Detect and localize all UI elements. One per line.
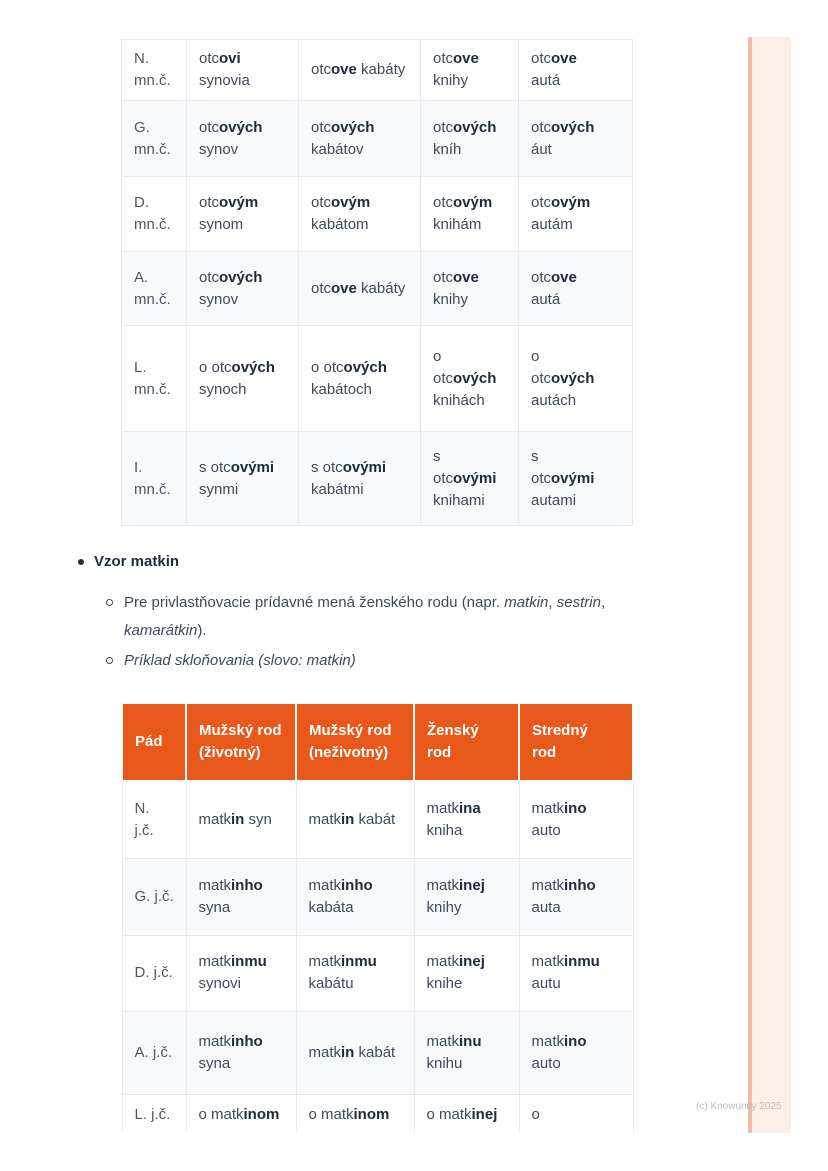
table-cell: s otcovými synmi	[187, 432, 299, 526]
table-cell: otcovým knihám	[421, 177, 519, 252]
table-cell: o otcových knihách	[421, 326, 519, 432]
case-label-cell: L. mn.č.	[122, 326, 187, 432]
table-row	[122, 432, 633, 526]
declension-table-matkin	[121, 702, 634, 1133]
table-cell: otcových áut	[519, 101, 633, 177]
case-label-cell: D. mn.č.	[122, 177, 187, 252]
strip-accent-line	[748, 37, 752, 1133]
table-cell: o otcových kabátoch	[299, 326, 421, 432]
table-row	[122, 935, 633, 1011]
table-cell: otcovým synom	[187, 177, 299, 252]
case-label-cell: G. j.č.	[122, 858, 186, 935]
table-cell: otcove knihy	[421, 252, 519, 326]
table-cell: otcovým autám	[519, 177, 633, 252]
table-cell: matkinmu autu	[519, 935, 633, 1011]
table-cell: matkinho syna	[186, 858, 296, 935]
table-cell: matkinho kabáta	[296, 858, 414, 935]
table-cell: o otcových autách	[519, 326, 633, 432]
table-cell: otcových synov	[187, 101, 299, 177]
bullet-example-text: Príklad skloňovania (slovo: matkin)	[124, 652, 356, 669]
case-label-cell: N. j.č.	[122, 781, 186, 858]
table-cell: o	[519, 1094, 633, 1133]
watermark: (c) Knowunity 2025	[696, 1101, 782, 1112]
table-cell: matkina kniha	[414, 781, 519, 858]
circle-bullet-icon	[106, 599, 113, 606]
table-cell: matkinmu synovi	[186, 935, 296, 1011]
circle-bullet-icon	[106, 657, 113, 664]
table-cell: s otcovými autami	[519, 432, 633, 526]
table-cell: otcových synov	[187, 252, 299, 326]
table-cell: matkinho syna	[186, 1011, 296, 1094]
case-label-cell: I. mn.č.	[122, 432, 187, 526]
table-cell: matkin syn	[186, 781, 296, 858]
table-cell: matkinu knihu	[414, 1011, 519, 1094]
bullet-description	[106, 589, 611, 645]
table-cell: matkin kabát	[296, 1011, 414, 1094]
table-row	[122, 781, 633, 858]
table-cell: o matkinom	[186, 1094, 296, 1133]
bullet-example	[106, 647, 611, 675]
table-row	[122, 858, 633, 935]
bullet-description-text: Pre privlastňovacie prídavné mená ženského rodu (napr. matkin, sestrin, kamarátkin).	[124, 594, 606, 639]
table-row	[122, 1094, 633, 1133]
column-header-cell: Stredný rod	[519, 703, 633, 781]
column-header-cell: Mužský rod (životný)	[186, 703, 296, 781]
table-cell: otcových kníh	[421, 101, 519, 177]
table-header	[122, 703, 633, 781]
table-cell: s otcovými kabátmi	[299, 432, 421, 526]
table-row	[122, 177, 633, 252]
table-cell: matkinej knihy	[414, 858, 519, 935]
case-label-cell: L. j.č.	[122, 1094, 186, 1133]
table-body	[122, 781, 633, 1133]
column-header-cell: Pád	[122, 703, 186, 781]
table-cell: o otcových synoch	[187, 326, 299, 432]
table-cell: o matkinej	[414, 1094, 519, 1133]
table-cell: o matkinom	[296, 1094, 414, 1133]
table-cell: matkinej knihe	[414, 935, 519, 1011]
table-body	[122, 40, 633, 526]
table-row	[122, 40, 633, 101]
table-cell: matkin kabát	[296, 781, 414, 858]
table-cell: otcove knihy	[421, 40, 519, 101]
column-header-cell: Ženský rod	[414, 703, 519, 781]
case-label-cell: N. mn.č.	[122, 40, 187, 101]
table-row	[122, 1011, 633, 1094]
table-cell: s otcovými knihami	[421, 432, 519, 526]
case-label-cell: D. j.č.	[122, 935, 186, 1011]
declension-table-otcov-plural	[121, 39, 633, 526]
table-cell: matkinho auta	[519, 858, 633, 935]
table-cell: matkino auto	[519, 781, 633, 858]
table-row	[122, 101, 633, 177]
table-cell: otcových kabátov	[299, 101, 421, 177]
table-cell: otcove kabáty	[299, 252, 421, 326]
column-header-cell: Mužský rod (neživotný)	[296, 703, 414, 781]
table-cell: otcovým kabátom	[299, 177, 421, 252]
table-cell: matkinmu kabátu	[296, 935, 414, 1011]
table-cell: otcove autá	[519, 252, 633, 326]
section-heading	[78, 551, 179, 573]
table-cell: otcovi synovia	[187, 40, 299, 101]
bullet-icon	[78, 559, 84, 565]
table-row	[122, 326, 633, 432]
case-label-cell: A. mn.č.	[122, 252, 187, 326]
table-cell: otcove autá	[519, 40, 633, 101]
table-cell: matkino auto	[519, 1011, 633, 1094]
table-row	[122, 252, 633, 326]
table-header-row	[122, 703, 633, 781]
case-label-cell: G. mn.č.	[122, 101, 187, 177]
case-label-cell: A. j.č.	[122, 1011, 186, 1094]
page-margin-strip	[748, 37, 791, 1133]
section-heading-label: Vzor matkin	[94, 553, 180, 570]
table-cell: otcove kabáty	[299, 40, 421, 101]
